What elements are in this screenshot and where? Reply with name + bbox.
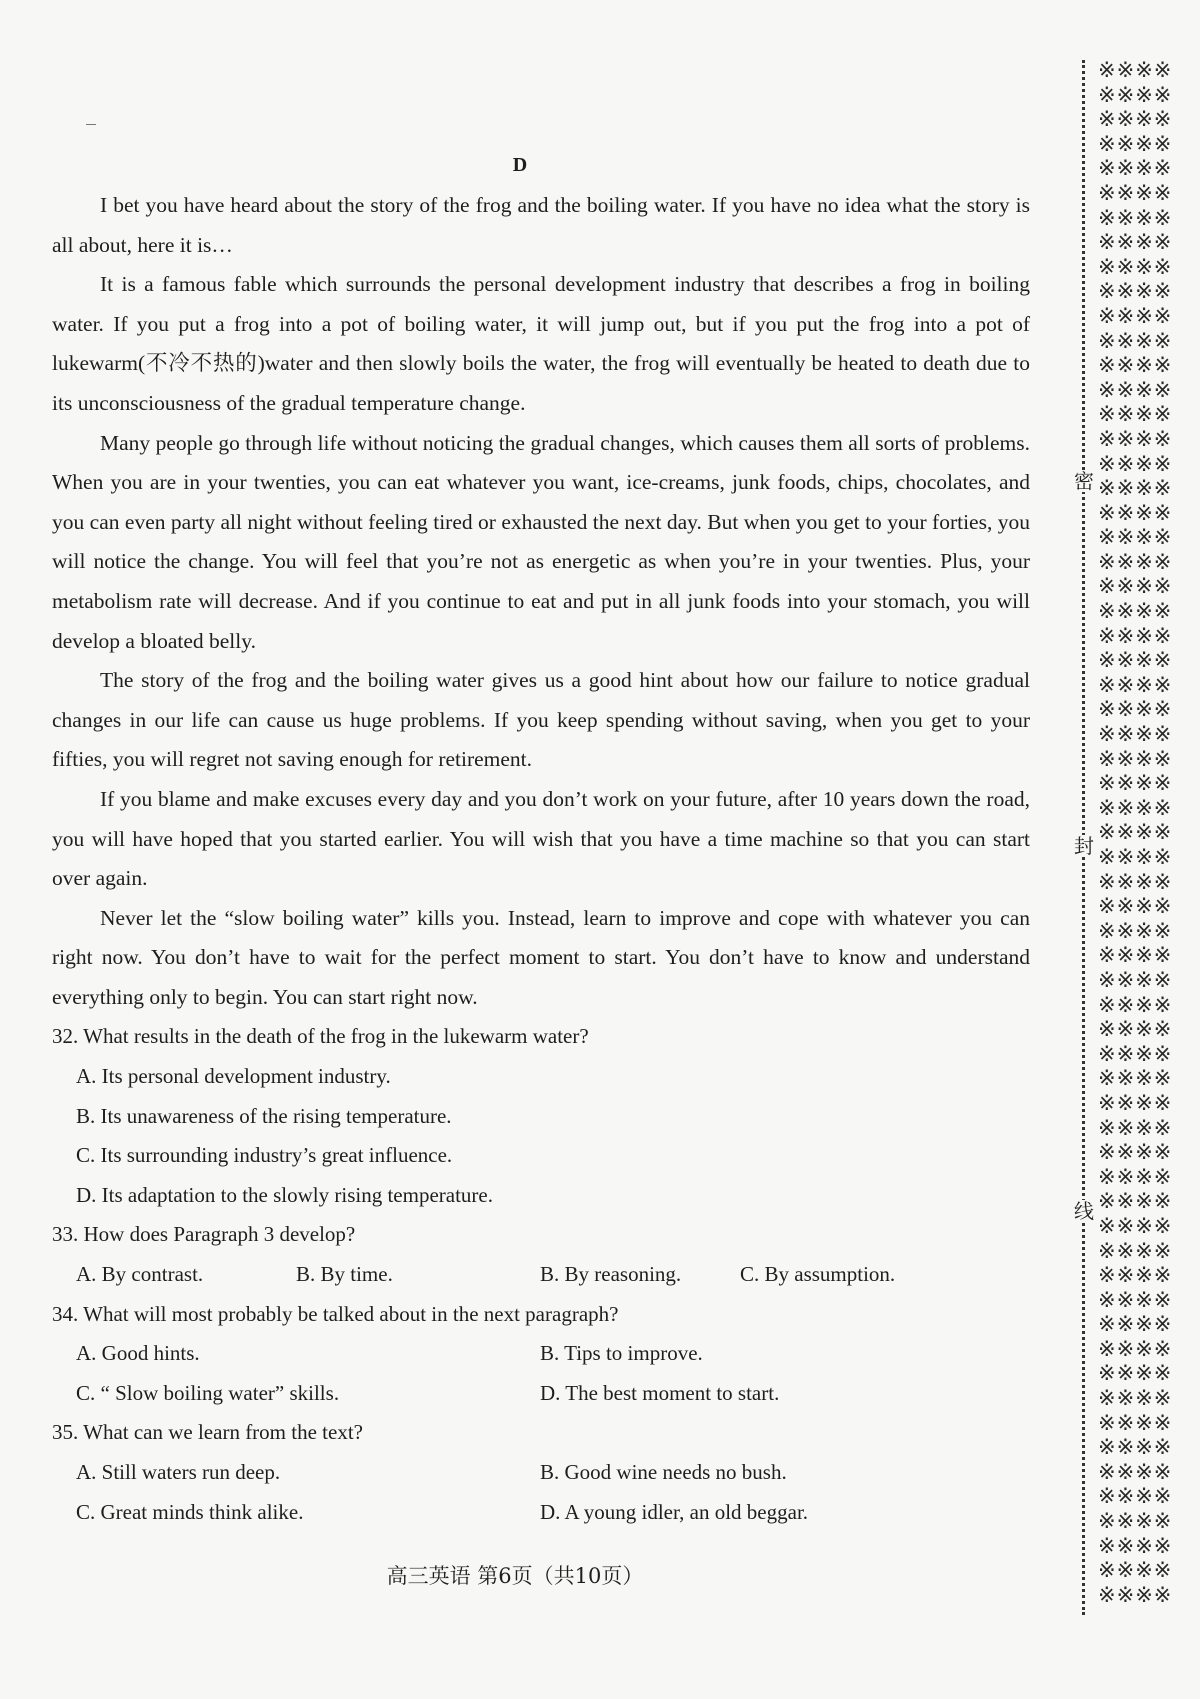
option-34-d: D. The best moment to start.	[540, 1380, 780, 1405]
option-33-b: B. By time.	[296, 1262, 393, 1287]
options-34-row-1	[52, 1334, 1030, 1374]
options-34-row-2	[52, 1374, 1030, 1414]
option-34-c: C. “ Slow boiling water” skills.	[76, 1380, 340, 1405]
option-33-d: C. By assumption.	[740, 1262, 896, 1287]
option-35-d: D. A young idler, an old beggar.	[540, 1499, 809, 1524]
option-32-a: A. Its personal development industry.	[76, 1064, 391, 1089]
margin-pattern: ※※※※ ※※※※ ※※※※ ※※※※ ※※※※ ※※※※ ※※※※ ※※※※ ※※※※ ※※※※ ※※※※ ※※※※ ※※※※ ※※※※ ※※※※ ※※※※ ※※※※ ※※※※ ※※※※ ※※※※ ※※※※ ※※※※ ※※※※ ※※※※ ※※※※ ※※※※ ※※※※ ※※※※ ※※※※ ※※※※ ※※※※ ※※※※ ※※※※ ※※※※ ※※※※ ※※※※ ※※※※ ※※※※ ※※※※ ※※※※ ※※※※ ※※※※ ※※※※ ※※※※ ※※※※ ※※※※ ※※※※ ※※※※ ※※※※ ※※※※ ※※※※ ※※※※ ※※※※ ※※※※ ※※※※ ※※※※ ※※※※ ※※※※ ※※※※ ※※※※ ※※※※ ※※※※ ※※※※	[1098, 58, 1173, 1607]
passage-and-questions	[52, 186, 1030, 1532]
options-35-row-1	[52, 1453, 1030, 1493]
question-33: 33. How does Paragraph 3 develop?	[52, 1222, 356, 1247]
option-32-d: D. Its adaptation to the slowly rising temperature.	[76, 1182, 493, 1207]
option-35-c: C. Great minds think alike.	[76, 1499, 304, 1524]
question-34: 34. What will most probably be talked about in the next paragraph?	[52, 1301, 619, 1326]
question-35: 35. What can we learn from the text?	[52, 1420, 363, 1445]
option-34-b: B. Tips to improve.	[540, 1341, 703, 1366]
option-35-a: A. Still waters run deep.	[76, 1460, 281, 1484]
option-33-c: B. By reasoning.	[540, 1262, 682, 1287]
margin-char-close: 封	[1074, 834, 1094, 858]
passage-paragraph-5: If you blame and make excuses every day and you don’t work on your future, after 10 years down the road, you will have hoped that you started earlier. You will wish that you have a time machine so that you can start over again.	[52, 786, 1030, 891]
passage-paragraph-4: The story of the frog and the boiling water gives us a good hint about how our failure to notice gradual changes in our life can cause us huge problems. If you keep spending without saving, when you get to your fifties, you will regret not saving enough for retirement.	[52, 668, 1030, 772]
option-34-a: A. Good hints.	[76, 1341, 200, 1366]
passage-paragraph-6: Never let the “slow boiling water” kills you. Instead, learn to improve and cope with whatever you can right now. You don’t have to wait for the perfect moment to start. You don’t have to know and understand everything only to begin. You can start right now.	[52, 905, 1030, 1009]
passage-paragraph-2: It is a famous fable which surrounds the personal development industry that describes a frog in boiling water. If you put a frog into a pot of boiling water, it will jump out, but if you put the frog into a pot of lukewarm(不冷不热的)water and then slowly boils the water, the frog will eventually be heated to death due to its unconsciousness of the gradual temperature change.	[52, 272, 1030, 415]
option-35-b: B. Good wine needs no bush.	[540, 1460, 787, 1484]
option-32-b: B. Its unawareness of the rising temperature.	[76, 1103, 452, 1128]
scan-speck	[86, 124, 96, 125]
section-letter: D	[512, 154, 528, 176]
margin-char-seal: 密	[1074, 469, 1094, 493]
option-33-a: A. By contrast.	[76, 1262, 204, 1287]
options-33	[52, 1255, 1030, 1295]
option-32-c: C. Its surrounding industry’s great influence.	[76, 1143, 453, 1168]
question-32: 32. What results in the death of the frog in the lukewarm water?	[52, 1024, 589, 1049]
page-footer: 高三英语 第6页（共10页）	[386, 1564, 644, 1588]
passage-paragraph-1: I bet you have heard about the story of the frog and the boiling water. If you have no idea what the story is all about, here it is…	[52, 193, 1030, 257]
margin-char-line: 线	[1074, 1199, 1094, 1223]
passage-paragraph-3: Many people go through life without noticing the gradual changes, which causes them all sorts of problems. When you are in your twenties, you can eat whatever you want, ice-creams, junk foods, chips, chocolates, and you can even party all night without feeling tired or exhausted the next day. But when you get to your forties, you will notice the change. You will feel that you’re not as energetic as when you’re in your twenties. Plus, your metabolism rate will decrease. And if you continue to eat and put in all junk foods into your stomach, you will develop a bloated belly.	[52, 430, 1030, 653]
options-35-row-2	[52, 1493, 1030, 1533]
